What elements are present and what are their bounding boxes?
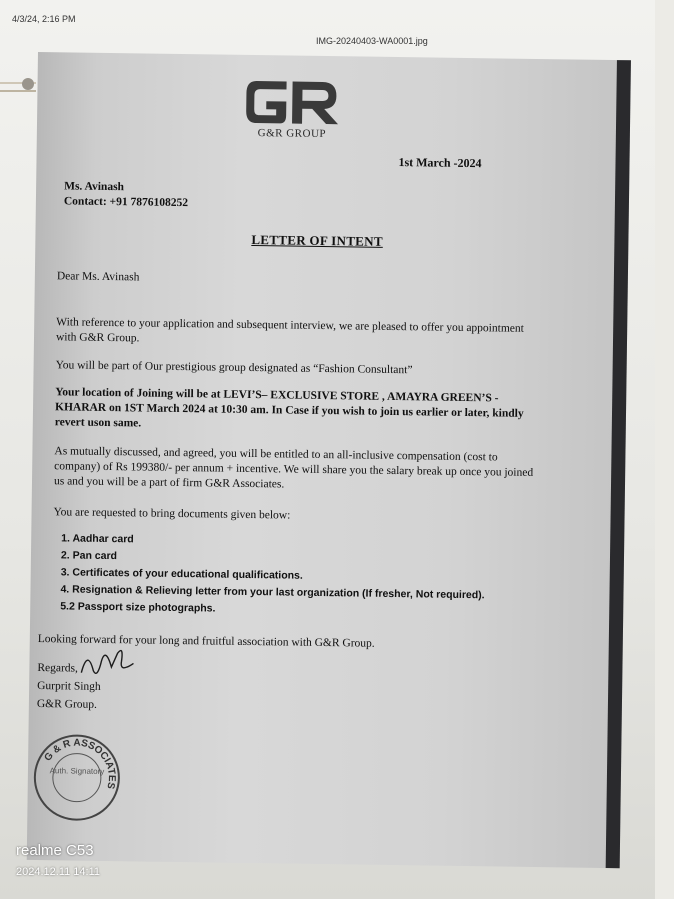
print-datetime: 4/3/24, 2:16 PM	[12, 14, 76, 24]
handwritten-signature-icon	[77, 643, 138, 684]
document-dark-edge	[606, 60, 631, 868]
company-stamp-icon	[31, 732, 122, 823]
print-filename: IMG-20240403-WA0001.jpg	[316, 36, 428, 46]
list-item: 5.2 Passport size photographs.	[60, 600, 216, 615]
list-item: 3. Certificates of your educational qualifications.	[60, 566, 303, 582]
recipient-contact: Contact: +91 7876108252	[63, 195, 189, 210]
stamp-center-text: Auth. Signatory	[49, 766, 105, 776]
print-header	[0, 0, 655, 44]
svg-text:G & R ASSOCIATES: G & R ASSOCIATES	[42, 737, 117, 790]
punch-hole	[22, 78, 34, 90]
closing-line: Looking forward for your long and fruitful association with G&R Group.	[37, 633, 375, 650]
letter-date: 1st March -2024	[398, 155, 482, 171]
salutation: Dear Ms. Avinash	[56, 270, 140, 284]
list-item: 1. Aadhar card	[61, 532, 134, 546]
list-item: 4. Resignation & Relieving letter from your last organization (If fresher, Not required).	[60, 583, 485, 602]
documents-list	[60, 530, 485, 621]
paragraph-documents-intro: You are requested to bring documents given below:	[53, 506, 291, 522]
camera-device-watermark: realme C53	[16, 842, 94, 859]
camera-timestamp-watermark: 2024.12.11 14:11	[16, 866, 101, 878]
letter-document	[27, 52, 631, 868]
signatory-name: Gurprit Singh	[37, 680, 101, 693]
recipient-name: Ms. Avinash	[64, 180, 125, 194]
company-name: G&R GROUP	[257, 127, 327, 141]
paragraph-compensation: As mutually discussed, and agreed, you will be entitled to an all-inclusive compensation (cost to company) of Rs 199380/- per annum + incentive. We will share you the salary break up once you joined us and you will be a part of firm G&R Associates.	[53, 445, 534, 491]
paragraph-location: Your location of Joining will be at LEVI’S– EXCLUSIVE STORE , AMAYRA GREEN’S - KHARAR on 1ST March 2024 at 10:30 am. In Case if you wish to join us earlier or later, kindly revert uson same.	[54, 386, 524, 430]
list-item: 2. Pan card	[60, 549, 118, 563]
letter-title: LETTER OF INTENT	[251, 231, 383, 249]
paragraph-designation: You will be part of Our prestigious group designated as “Fashion Consultant”	[55, 359, 413, 377]
signatory-org: G&R Group.	[36, 698, 98, 711]
regards-text: Regards,	[37, 662, 79, 675]
paragraph-offer: With reference to your application and subsequent interview, we are pleased to offer you appointment with G&R Group.	[55, 316, 524, 345]
